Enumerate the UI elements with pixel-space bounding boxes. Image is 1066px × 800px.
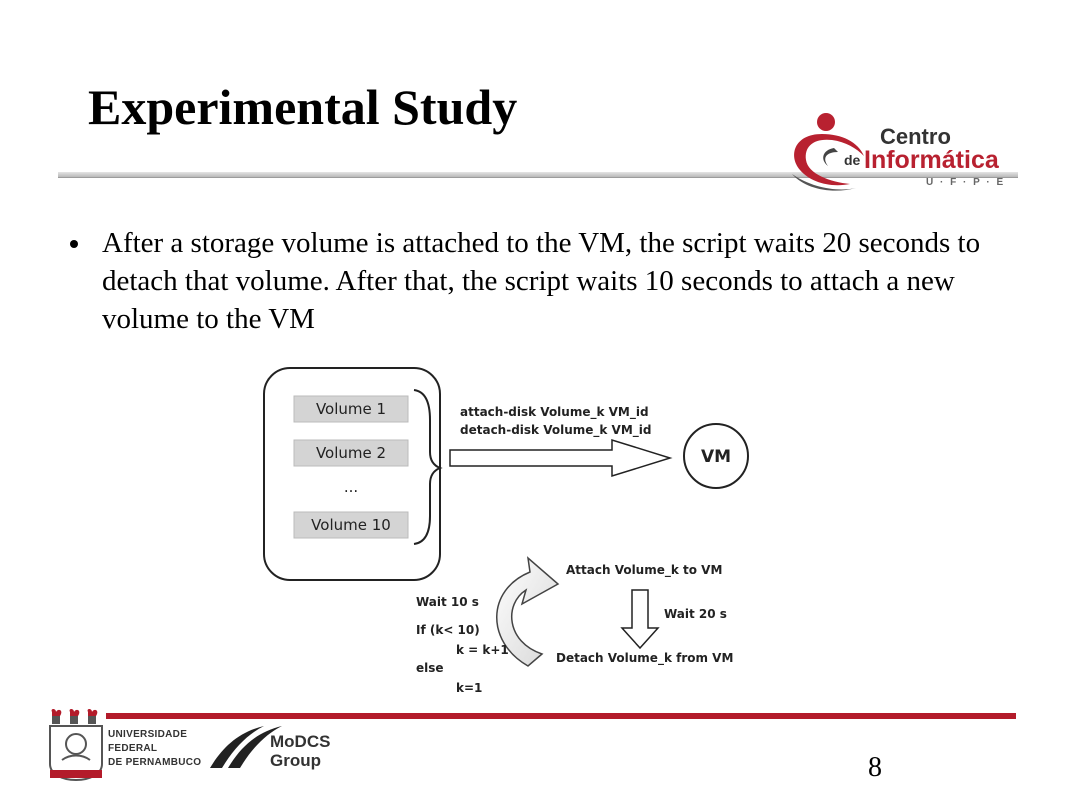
logo-ci-ufpe-text: U · F · P · E [926, 177, 1006, 188]
command-detach: detach-disk Volume_k VM_id [460, 423, 652, 437]
script-line-if: If (k< 10) [416, 623, 480, 637]
ufpe-crest-icon [44, 708, 108, 784]
logo-ci-centro-text: Centro [880, 124, 951, 149]
right-arrow-icon [450, 440, 670, 476]
cycle-wait-detach-label: Wait 20 s [664, 607, 727, 621]
ufpe-name-line1: UNIVERSIDADE [108, 729, 188, 740]
bullet-item [66, 224, 986, 338]
ufpe-name [108, 728, 201, 770]
script-line-else: else [416, 661, 444, 675]
centro-informatica-logo [786, 108, 1022, 194]
bullet-dot-icon [70, 240, 78, 248]
footer-divider [106, 713, 1016, 719]
slide-number: 8 [868, 752, 882, 783]
attach-detach-diagram [260, 360, 760, 705]
modcs-name-line1: MoDCS [270, 732, 331, 751]
volume-ellipsis: ... [343, 478, 359, 496]
cycle-detach-label: Detach Volume_k from VM [556, 651, 734, 665]
script-line-increment: k = k+1 [456, 643, 509, 657]
modcs-name-line2: Group [270, 751, 321, 770]
bullet-text: After a storage volume is attached to the VM, the script waits 20 seconds to detach that volume. After that, the script waits 10 seconds to attach a new volume to the VM [102, 227, 981, 335]
cycle-attach-label: Attach Volume_k to VM [566, 563, 723, 577]
slide-title: Experimental Study [88, 79, 518, 135]
bullet-list [66, 224, 986, 338]
modcs-group-name [270, 732, 330, 770]
ufpe-name-line3: DE PERNAMBUCO [108, 757, 202, 768]
command-attach: attach-disk Volume_k VM_id [460, 405, 649, 419]
logo-ci-de-text: de [844, 152, 861, 168]
volume-label-2: Volume 2 [315, 444, 387, 462]
volume-label-1: Volume 1 [315, 400, 387, 418]
ufpe-name-line2: FEDERAL [108, 743, 158, 754]
down-arrow-icon [622, 590, 658, 648]
script-line-wait: Wait 10 s [416, 595, 479, 609]
vm-label: VM [700, 447, 732, 467]
volume-label-10: Volume 10 [311, 516, 391, 534]
logo-ci-informatica-text: Informática [864, 146, 999, 174]
script-line-reset: k=1 [456, 681, 483, 695]
